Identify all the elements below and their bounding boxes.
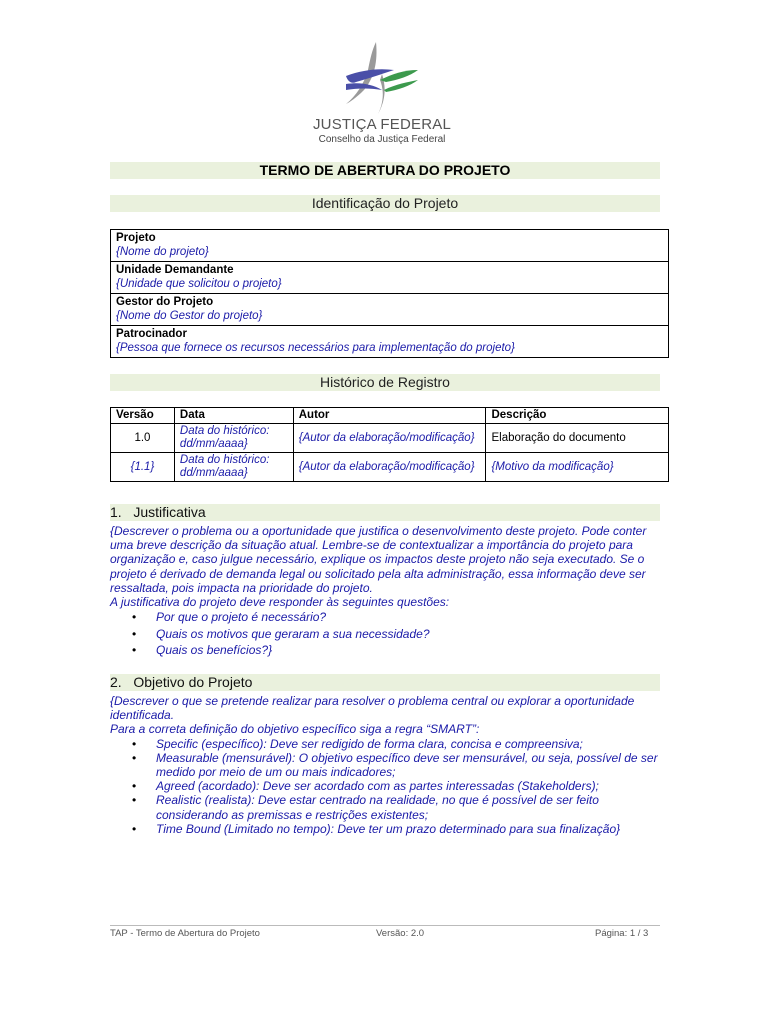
field-value: {Pessoa que fornece os recursos necessários para implementação do projeto} [116, 342, 515, 354]
table-header-row [111, 408, 669, 424]
list-item [110, 822, 665, 836]
justificativa-heading [110, 504, 660, 521]
list-item [110, 642, 665, 659]
list-item [110, 793, 665, 821]
data-cell: Data do histórico: dd/mm/aaaa} [174, 453, 293, 482]
column-header: Versão [111, 408, 175, 424]
footer-divider [110, 925, 660, 926]
data-cell: Data do histórico: dd/mm/aaaa} [174, 424, 293, 453]
list-item-text: Quais os benefícios?} [156, 643, 273, 658]
list-item [110, 626, 665, 643]
table-cell [111, 262, 669, 294]
historico-heading: Histórico de Registro [110, 374, 660, 391]
logo-emblem-icon [342, 40, 422, 116]
logo-title: JUSTIÇA FEDERAL [312, 116, 452, 133]
autor-cell: {Autor da elaboração/modificação} [293, 424, 486, 453]
identificacao-table [110, 229, 669, 358]
section-heading-text: 2. Objetivo do Projeto [110, 674, 253, 690]
field-label: Unidade Demandante [116, 264, 234, 276]
table-row [111, 326, 669, 358]
list-item-text: Agreed (acordado): Deve ser acordado com as partes interessadas (Stakeholders); [156, 779, 599, 794]
section-heading-text: 1. Justificativa [110, 504, 206, 520]
list-item-text: Time Bound (Limitado no tempo): Deve ter um prazo determinado para sua finalização} [156, 821, 621, 836]
objetivo-heading [110, 674, 660, 691]
list-item [110, 779, 665, 793]
list-item-text: Quais os motivos que geraram a sua necessidade? [156, 626, 430, 641]
logo-subtitle: Conselho da Justiça Federal [318, 134, 446, 145]
table-row [111, 453, 669, 482]
bullet-icon: • [132, 750, 137, 765]
descricao-cell: Elaboração do documento [486, 424, 669, 453]
footer-document-name: TAP - Termo de Abertura do Projeto [110, 928, 260, 939]
field-label: Patrocinador [116, 328, 187, 340]
table-row [111, 230, 669, 262]
list-item-text: Realistic (realista): Deve estar centrado na realidade, no que é possível de ser feito considerando as premissas e restrições existentes; [156, 793, 599, 822]
table-cell [111, 294, 669, 326]
bullet-icon: • [132, 736, 137, 751]
list-item-text: Measurable (mensurável): O objetivo específico deve ser mensurável, ou seja, possível de ser medido por meio de um ou mais indicadores; [156, 750, 658, 780]
list-item [110, 737, 665, 751]
field-label: Gestor do Projeto [116, 296, 214, 308]
justica-federal-logo [312, 40, 452, 150]
objetivo-body [110, 694, 665, 836]
list-item [110, 609, 665, 626]
column-header: Autor [293, 408, 486, 424]
bullet-icon: • [132, 821, 137, 836]
objetivo-text: {Descrever o que se pretende realizar para resolver o problema central ou explorar a oportunidade identificada. [110, 694, 635, 723]
document-title: TERMO DE ABERTURA DO PROJETO [110, 162, 660, 179]
versao-cell: {1.1} [111, 453, 175, 482]
list-item [110, 751, 665, 779]
descricao-cell: {Motivo da modificação} [486, 453, 669, 482]
field-value: {Nome do projeto} [116, 246, 209, 258]
bullet-icon: • [132, 610, 137, 625]
list-item-text: Por que o projeto é necessário? [156, 610, 327, 625]
justificativa-lead: A justificativa do projeto deve responder às seguintes questões: [110, 595, 450, 610]
bullet-icon: • [132, 779, 137, 794]
bullet-icon: • [132, 643, 137, 658]
table-row [111, 294, 669, 326]
column-header: Descrição [486, 408, 669, 424]
autor-cell: {Autor da elaboração/modificação} [293, 453, 486, 482]
bullet-icon: • [132, 793, 137, 808]
field-label: Projeto [116, 232, 156, 244]
table-row [111, 262, 669, 294]
justificativa-body [110, 524, 665, 659]
footer-version: Versão: 2.0 [376, 928, 425, 939]
field-value: {Nome do Gestor do projeto} [116, 310, 263, 322]
column-header: Data [174, 408, 293, 424]
historico-table [110, 407, 669, 482]
objetivo-list [110, 737, 665, 836]
field-value: {Unidade que solicitou o projeto} [116, 278, 282, 290]
footer-page-number: Página: 1 / 3 [595, 928, 649, 939]
list-item-text: Specific (específico): Deve ser redigido de forma clara, concisa e compreensiva; [156, 736, 583, 751]
objetivo-lead: Para a correta definição do objetivo específico siga a regra “SMART”: [110, 722, 480, 737]
justificativa-text: {Descrever o problema ou a oportunidade que justifica o desenvolvimento deste projeto. Pode conter uma breve descrição da situação atual. Lembre-se de contextualizar a importância do projeto para organização e, caso julgue necessário, explique os impactos deste projeto não seja executado. Se o projeto é derivado de demanda legal ou solicitado pela alta administração, essa informação deve ser ressaltada, pois impacta na prioridade do projeto. [110, 524, 647, 595]
table-cell [111, 230, 669, 262]
versao-cell: 1.0 [111, 424, 175, 453]
identificacao-heading: Identificação do Projeto [110, 195, 660, 212]
bullet-icon: • [132, 626, 137, 641]
table-row [111, 424, 669, 453]
justificativa-list [110, 609, 665, 659]
table-cell [111, 326, 669, 358]
